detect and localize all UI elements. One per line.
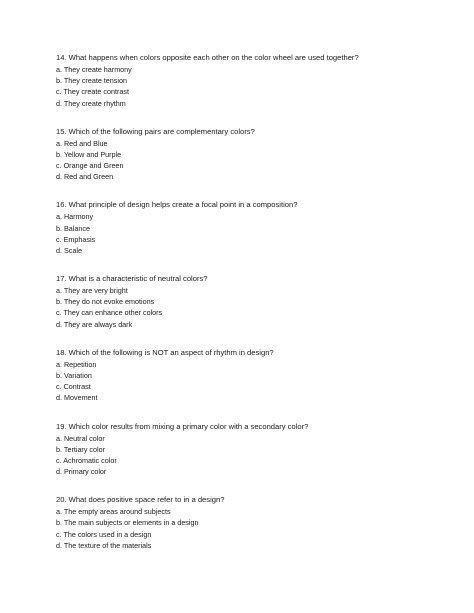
question-text: 15. Which of the following pairs are complementary colors? bbox=[56, 126, 255, 136]
option-c: c. The colors used in a design bbox=[56, 529, 152, 539]
option-d: d. Primary color bbox=[56, 467, 107, 477]
question-18 bbox=[56, 347, 456, 404]
option-a: a. Harmony bbox=[56, 212, 94, 222]
option-b: b. Balance bbox=[56, 223, 90, 233]
option-a: a. The empty areas around subjects bbox=[56, 507, 171, 517]
option-a: a. Repetition bbox=[56, 359, 97, 369]
option-b: b. Tertiary color bbox=[56, 444, 105, 454]
option-b: b. They do not evoke emotions bbox=[56, 297, 155, 307]
question-16 bbox=[56, 199, 456, 256]
option-c: c. Orange and Green bbox=[56, 161, 124, 171]
question-text: 17. What is a characteristic of neutral colors? bbox=[56, 274, 208, 284]
option-b: b. The main subjects or elements in a design bbox=[56, 518, 199, 528]
document-page bbox=[56, 52, 456, 568]
question-text: 20. What does positive space refer to in a design? bbox=[56, 495, 225, 505]
option-a: a. They are very bright bbox=[56, 286, 128, 296]
option-d: d. Scale bbox=[56, 245, 82, 255]
option-a: a. Neutral color bbox=[56, 433, 105, 443]
option-c: c. Contrast bbox=[56, 382, 91, 392]
option-d: d. They create rhythm bbox=[56, 98, 126, 108]
question-20 bbox=[56, 494, 456, 551]
question-text: 16. What principle of design helps create a focal point in a composition? bbox=[56, 200, 298, 210]
option-b: b. Yellow and Purple bbox=[56, 149, 122, 159]
option-c: c. They create contrast bbox=[56, 87, 129, 97]
option-d: d. The texture of the materials bbox=[56, 540, 152, 550]
option-c: c. Achromatic color bbox=[56, 455, 117, 465]
option-c: c. Emphasis bbox=[56, 234, 96, 244]
question-text: 18. Which of the following is NOT an aspect of rhythm in design? bbox=[56, 347, 274, 357]
option-a: a. Red and Blue bbox=[56, 138, 108, 148]
question-19 bbox=[56, 421, 456, 478]
option-b: b. They create tension bbox=[56, 76, 127, 86]
question-14 bbox=[56, 52, 456, 109]
question-text: 19. Which color results from mixing a primary color with a secondary color? bbox=[56, 421, 309, 431]
question-17 bbox=[56, 273, 456, 330]
option-d: d. Movement bbox=[56, 393, 98, 403]
option-a: a. They create harmony bbox=[56, 64, 132, 74]
option-b: b. Variation bbox=[56, 370, 92, 380]
question-15 bbox=[56, 126, 456, 183]
option-d: d. Red and Green bbox=[56, 172, 114, 182]
option-c: c. They can enhance other colors bbox=[56, 308, 163, 318]
option-d: d. They are always dark bbox=[56, 319, 133, 329]
question-text: 14. What happens when colors opposite each other on the color wheel are used together? bbox=[56, 53, 359, 62]
